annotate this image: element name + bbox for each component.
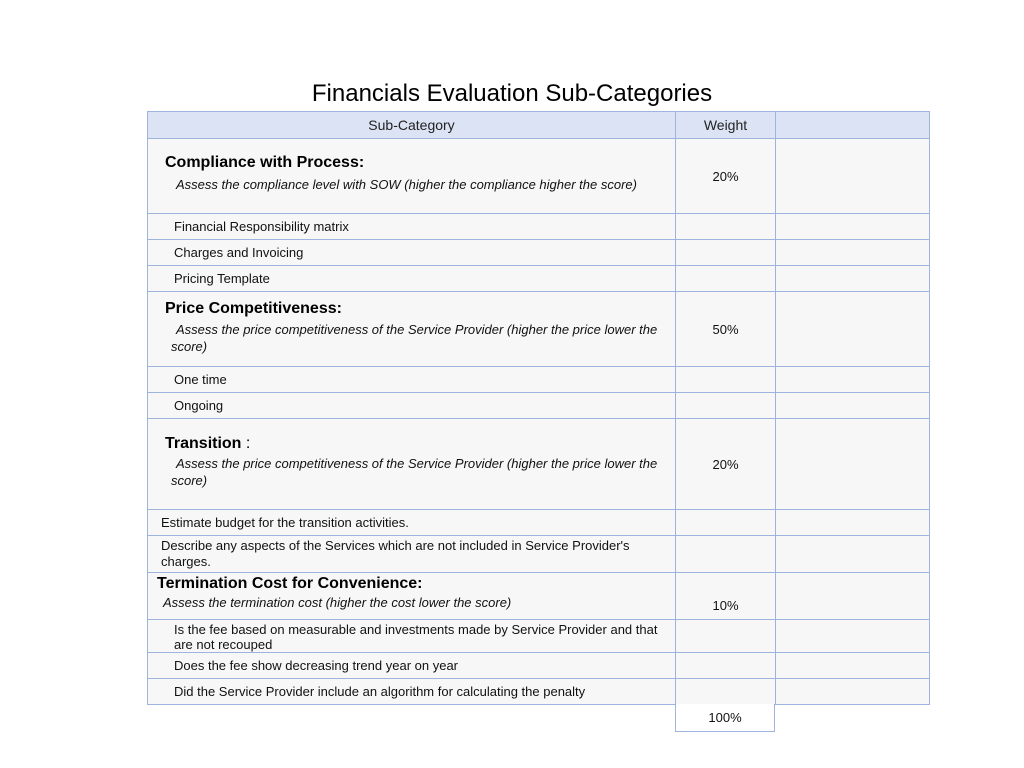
sub-category-cell[interactable]: Charges and Invoicing (147, 240, 675, 266)
category-cell[interactable] (147, 573, 675, 620)
blank-cell[interactable] (775, 510, 930, 536)
table-row (147, 367, 930, 393)
table-row (147, 510, 930, 536)
weight-cell[interactable] (675, 240, 775, 266)
category-cell[interactable] (147, 139, 675, 214)
weight-cell[interactable] (675, 266, 775, 292)
category-heading-suffix: : (241, 435, 251, 452)
weight-cell[interactable] (675, 620, 775, 653)
weight-cell[interactable]: 50% (675, 292, 775, 367)
category-description: Assess the compliance level with SOW (higher the compliance higher the score) (176, 177, 637, 192)
sub-category-cell[interactable]: Pricing Template (147, 266, 675, 292)
table-row (147, 536, 930, 573)
sub-category-cell[interactable]: Estimate budget for the transition activities. (147, 510, 675, 536)
blank-cell[interactable] (775, 292, 930, 367)
weight-cell[interactable]: 20% (675, 419, 775, 510)
blank-cell[interactable] (775, 367, 930, 393)
table-row (147, 393, 930, 419)
table-row (147, 292, 930, 367)
table-row (147, 214, 930, 240)
sub-category-cell[interactable]: Does the fee show decreasing trend year on year (147, 653, 675, 679)
sub-category-cell[interactable]: One time (147, 367, 675, 393)
header-extra[interactable] (775, 111, 930, 139)
category-heading: Termination Cost for Convenience: (157, 575, 423, 592)
blank-cell[interactable] (775, 214, 930, 240)
table-row (147, 139, 930, 214)
total-weight-cell[interactable]: 100% (675, 704, 775, 732)
table-row (147, 266, 930, 292)
blank-cell[interactable] (775, 679, 930, 705)
blank-cell[interactable] (775, 139, 930, 214)
sub-category-cell[interactable]: Is the fee based on measurable and investments made by Service Provider and that are not recouped (147, 620, 675, 653)
header-weight[interactable]: Weight (675, 111, 775, 139)
sub-category-cell[interactable]: Ongoing (147, 393, 675, 419)
page-title: Financials Evaluation Sub-Categories (311, 80, 713, 107)
weight-cell[interactable]: 10% (675, 573, 775, 620)
table-row (147, 240, 930, 266)
weight-cell[interactable]: 20% (675, 139, 775, 214)
category-heading: Price Competitiveness: (165, 300, 342, 317)
table-row (147, 679, 930, 705)
sub-category-cell[interactable]: Describe any aspects of the Services which are not included in Service Provider's charges. (147, 536, 675, 573)
table-row (147, 419, 930, 510)
weight-cell[interactable] (675, 536, 775, 573)
category-cell[interactable] (147, 292, 675, 367)
blank-cell[interactable] (775, 536, 930, 573)
weight-cell[interactable] (675, 679, 775, 705)
blank-cell[interactable] (775, 393, 930, 419)
weight-cell[interactable] (675, 367, 775, 393)
weight-cell[interactable] (675, 510, 775, 536)
table-row (147, 653, 930, 679)
category-heading (165, 435, 250, 453)
blank-cell[interactable] (775, 573, 930, 620)
category-description: Assess the price competitiveness of the Service Provider (higher the price lower the score) (171, 456, 658, 488)
category-cell[interactable] (147, 419, 675, 510)
category-description: Assess the termination cost (higher the cost lower the score) (163, 595, 512, 610)
category-heading-text: Transition (165, 435, 242, 452)
blank-cell[interactable] (775, 266, 930, 292)
table-row (147, 573, 930, 620)
category-heading: Compliance with Process: (165, 154, 365, 171)
weight-cell[interactable] (675, 393, 775, 419)
table-row (147, 620, 930, 653)
table-header-row (147, 111, 930, 139)
blank-cell[interactable] (775, 653, 930, 679)
category-description: Assess the price competitiveness of the Service Provider (higher the price lower the score) (171, 322, 658, 354)
sub-category-cell[interactable]: Did the Service Provider include an algorithm for calculating the penalty (147, 679, 675, 705)
blank-cell[interactable] (775, 240, 930, 266)
header-sub-category[interactable]: Sub-Category (147, 111, 675, 139)
blank-cell[interactable] (775, 620, 930, 653)
weight-cell[interactable] (675, 214, 775, 240)
weight-cell[interactable] (675, 653, 775, 679)
sub-category-cell[interactable]: Financial Responsibility matrix (147, 214, 675, 240)
blank-cell[interactable] (775, 419, 930, 510)
